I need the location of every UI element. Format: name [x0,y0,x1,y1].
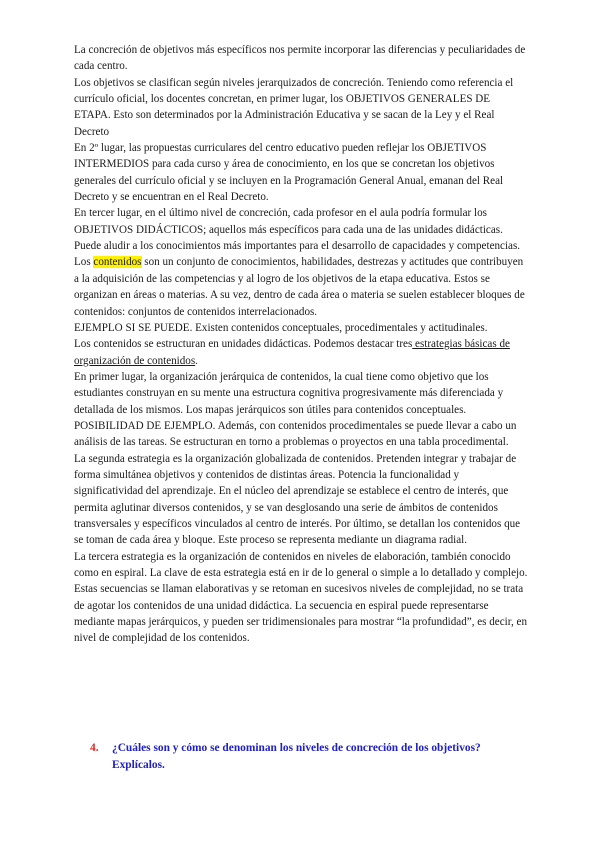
text-run: Los contenidos se estructuran en unidades didácticas. Podemos destacar tres [74,338,413,351]
question-item [90,740,530,773]
paragraph: EJEMPLO SI SE PUEDE. Existen contenidos conceptuales, procedimentales y actitudinales. [74,321,488,334]
highlighted-term: contenidos [93,256,142,269]
underlined-phrase: estrategias básicas de organización de contenidos [74,338,510,367]
text-run: . [195,354,198,367]
text-run: son un conjunto de conocimientos, habilidades, destrezas y actitudes que contribuyen a la adquisición de las competencias y al logro de los objetivos de la etapa educativa. Estos se organizan en áreas o materias. A su vez, dentro de cada área o materia se suelen establecer bloques de contenidos: conjuntos de contenidos interrelacionados. [74,256,525,318]
paragraph: La segunda estrategia es la organización globalizada de contenidos. Pretenden integrar y trabajar de forma simultánea objetivos y contenidos de distintas áreas. Potencia la funcionalidad y significatividad del aprendizaje. En el núcleo del aprendizaje se establece el centro de interés, que permita aglutinar diversos contenidos, y se van desglosando una serie de ámbitos de contenidos transversales y específicos vinculados al centro de interés. Por último, se detallan los contenidos que se toman de cada área y bloque. Este proceso se representa mediante un diagrama radial. [74,452,521,547]
body-text [74,42,529,647]
question-number: 4. [90,742,99,754]
paragraph: En primer lugar, la organización jerárquica de contenidos, la cual tiene como objetivo que los estudiantes construyan en su mente una estructura cognitiva progresivamente más diferenciada y detallada de los mismos. Los mapas jerárquicos son útiles para contenidos conceptuales. POSIBILIDAD DE EJEMPLO. Además, con contenidos procedimentales se puede llevar a cabo un análisis de las tareas. Se estructuran en torno a problemas o proyectos en una tabla procedimental. [74,370,517,449]
text-run: Los [74,256,94,269]
paragraph [74,254,529,319]
question-text: ¿Cuáles son y cómo se denominan los niveles de concreción de los objetivos? Explícalos. [112,742,481,771]
paragraph: Los objetivos se clasifican según niveles jerarquizados de concreción. Teniendo como referencia el currículo oficial, los docentes concretan, en primer lugar, los OBJETIVOS GENERALES DE ETAPA. Esto son determinados por la Administración Educativa y se sacan de la Ley y el Real Decreto [74,76,514,138]
paragraph: En tercer lugar, en el último nivel de concreción, cada profesor en el aula podría formular los OBJETIVOS DIDÁCTICOS; aquellos más específicos para cada una de las unidades didácticas. Puede aludir a los conocimientos más importantes para el desarrollo de capacidades y competencias. [74,207,521,253]
paragraph [74,336,529,369]
paragraph: La concreción de objetivos más específicos nos permite incorporar las diferencias y peculiaridades de cada centro. [74,44,526,73]
paragraph: En 2º lugar, las propuestas curriculares del centro educativo pueden reflejar los OBJETIVOS INTERMEDIOS para cada curso y área de conocimiento, en los que se concretan los objetivos generales del currículo oficial y se incluyen en la Programación General Anual, emanan del Real Decreto y se encuentran en el Real Decreto. [74,142,504,204]
paragraph: La tercera estrategia es la organización de contenidos en niveles de elaboración, también conocido como en espiral. La clave de esta estrategia está en ir de lo general o simple a lo detallado y complejo. Estas secuencias se llaman elaborativas y se retoman en sucesivos niveles de complejidad, no se trata de agotar los contenidos de una unidad didáctica. La secuencia en espiral puede representarse mediante mapas jerárquicos, y pueden ser tridimensionales para mostrar “la profundidad”, es decir, en nivel de complejidad de los contenidos. [74,550,528,645]
